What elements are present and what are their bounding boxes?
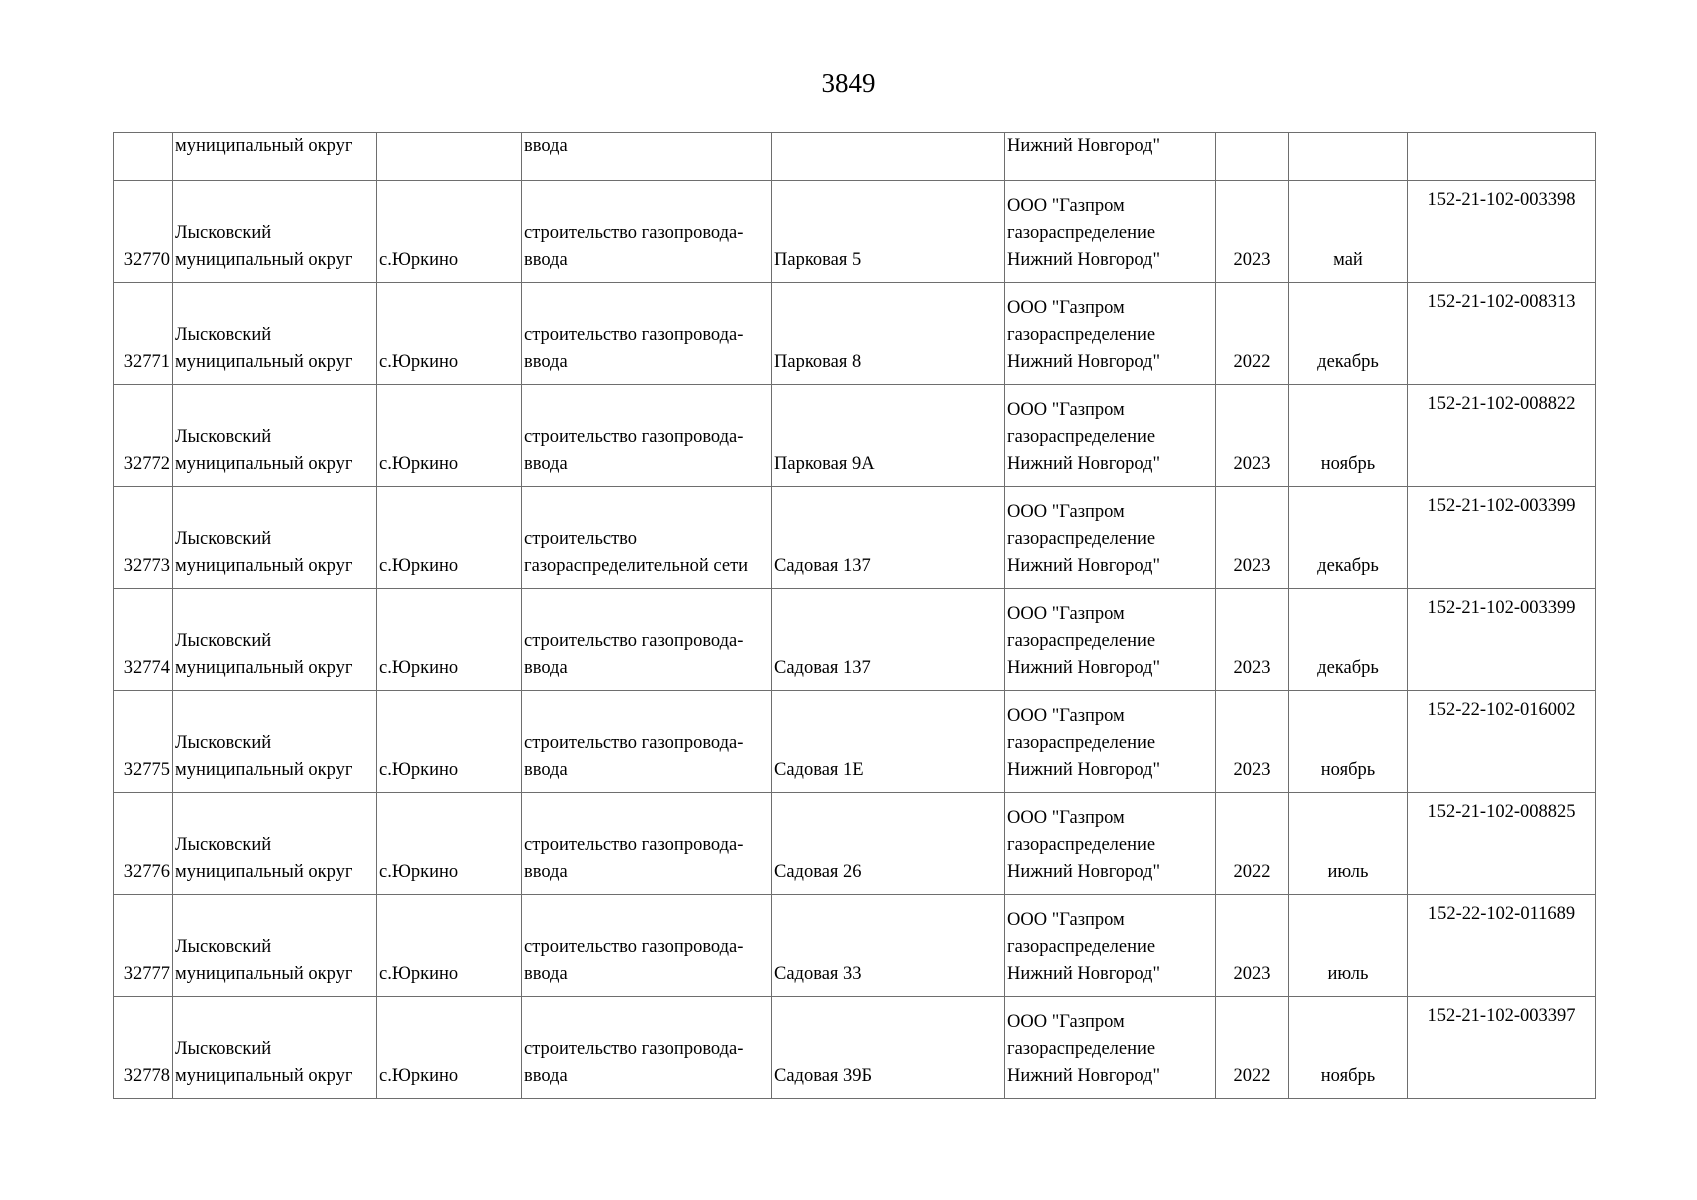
cell-year: 2023 [1216, 487, 1289, 589]
org-line: газораспределение [1007, 733, 1156, 753]
work-line: строительство газопровода- [524, 937, 744, 957]
org-line: Нижний Новгород" [1007, 862, 1161, 882]
cell-month: ноябрь [1289, 385, 1408, 487]
cell-organization [1005, 691, 1216, 793]
work-line: строительство газопровода- [524, 223, 744, 243]
cell-settlement: с.Юркино [377, 895, 522, 997]
cell-month: ноябрь [1289, 997, 1408, 1099]
cell-month: ноябрь [1289, 691, 1408, 793]
cell-settlement: с.Юркино [377, 793, 522, 895]
cell-district [173, 589, 377, 691]
district-line: Лысковский [175, 937, 272, 957]
cell-district [173, 793, 377, 895]
org-line: Нижний Новгород" [1007, 454, 1161, 474]
district-line: муниципальный округ [175, 1066, 353, 1086]
org-line: газораспределение [1007, 529, 1156, 549]
cell-address: Садовая 137 [772, 589, 1005, 691]
cell-district [173, 181, 377, 283]
cell-settlement [377, 133, 522, 181]
cell-address: Садовая 1Е [772, 691, 1005, 793]
cell-settlement: с.Юркино [377, 487, 522, 589]
cell-number: 32774 [114, 589, 173, 691]
cell-number: 32778 [114, 997, 173, 1099]
work-line: ввода [524, 862, 568, 882]
cell-address: Садовая 33 [772, 895, 1005, 997]
registry-table [113, 132, 1596, 1099]
cell-code: 152-21-102-008822 [1408, 385, 1596, 487]
district-line: муниципальный округ [175, 658, 353, 678]
district-line: Лысковский [175, 325, 272, 345]
cell-year: 2022 [1216, 793, 1289, 895]
cell-month: декабрь [1289, 589, 1408, 691]
cell-month: май [1289, 181, 1408, 283]
cell-month [1289, 133, 1408, 181]
org-line: Нижний Новгород" [1007, 760, 1161, 780]
cell-work [522, 589, 772, 691]
cell-district [173, 691, 377, 793]
district-line: муниципальный округ [175, 556, 353, 576]
cell-code: 152-22-102-011689 [1408, 895, 1596, 997]
cell-year: 2023 [1216, 589, 1289, 691]
cell-organization [1005, 385, 1216, 487]
district-line: муниципальный округ [175, 760, 353, 780]
org-line: Нижний Новгород" [1007, 964, 1161, 984]
cell-year: 2022 [1216, 997, 1289, 1099]
cell-district [173, 487, 377, 589]
cell-code: 152-21-102-003397 [1408, 997, 1596, 1099]
cell-work [522, 793, 772, 895]
table-row [114, 487, 1596, 589]
work-line: строительство газопровода- [524, 835, 744, 855]
org-line: газораспределение [1007, 937, 1156, 957]
district-line: муниципальный округ [175, 352, 353, 372]
cell-organization [1005, 793, 1216, 895]
org-line: ООО "Газпром [1007, 910, 1125, 930]
cell-code: 152-21-102-008313 [1408, 283, 1596, 385]
cell-code: 152-21-102-003399 [1408, 589, 1596, 691]
district-line: Лысковский [175, 631, 272, 651]
cell-settlement: с.Юркино [377, 997, 522, 1099]
cell-number: 32776 [114, 793, 173, 895]
table-row [114, 793, 1596, 895]
org-line: ООО "Газпром [1007, 502, 1125, 522]
org-line: Нижний Новгород" [1007, 658, 1161, 678]
cell-address: Садовая 26 [772, 793, 1005, 895]
cell-district [173, 283, 377, 385]
org-line: газораспределение [1007, 835, 1156, 855]
table-row [114, 283, 1596, 385]
table-row [114, 385, 1596, 487]
org-line: ООО "Газпром [1007, 400, 1125, 420]
org-line: ООО "Газпром [1007, 604, 1125, 624]
cell-organization [1005, 895, 1216, 997]
cell-organization [1005, 589, 1216, 691]
org-line: газораспределение [1007, 223, 1156, 243]
org-line: ООО "Газпром [1007, 706, 1125, 726]
cell-number: 32777 [114, 895, 173, 997]
district-line: муниципальный округ [175, 250, 353, 270]
cell-work [522, 895, 772, 997]
cell-settlement: с.Юркино [377, 589, 522, 691]
cell-district [173, 895, 377, 997]
table-body [114, 133, 1596, 1099]
org-line: газораспределение [1007, 427, 1156, 447]
cell-settlement: с.Юркино [377, 385, 522, 487]
table-row [114, 895, 1596, 997]
org-line: Нижний Новгород" [1007, 556, 1161, 576]
table-row-continuation [114, 133, 1596, 181]
cell-month: декабрь [1289, 487, 1408, 589]
district-line: Лысковский [175, 529, 272, 549]
cell-month: июль [1289, 793, 1408, 895]
cell-code: 152-21-102-003398 [1408, 181, 1596, 283]
cell-district: муниципальный округ [173, 133, 377, 181]
cell-address: Садовая 39Б [772, 997, 1005, 1099]
district-line: Лысковский [175, 223, 272, 243]
table-row [114, 181, 1596, 283]
cell-settlement: с.Юркино [377, 181, 522, 283]
cell-work [522, 997, 772, 1099]
work-line: ввода [524, 1066, 568, 1086]
district-line: Лысковский [175, 835, 272, 855]
cell-year: 2023 [1216, 181, 1289, 283]
cell-organization [1005, 181, 1216, 283]
cell-organization [1005, 997, 1216, 1099]
work-line: ввода [524, 964, 568, 984]
district-line: муниципальный округ [175, 964, 353, 984]
work-line: ввода [524, 760, 568, 780]
cell-district [173, 385, 377, 487]
table-row [114, 997, 1596, 1099]
cell-year [1216, 133, 1289, 181]
work-line: ввода [524, 250, 568, 270]
cell-organization [1005, 283, 1216, 385]
org-line: ООО "Газпром [1007, 1012, 1125, 1032]
org-line: Нижний Новгород" [1007, 1066, 1161, 1086]
org-line: ООО "Газпром [1007, 808, 1125, 828]
work-line: ввода [524, 352, 568, 372]
cell-work [522, 283, 772, 385]
work-line: ввода [524, 454, 568, 474]
cell-number [114, 133, 173, 181]
work-line: газораспределительной сети [524, 556, 749, 576]
work-line: строительство [524, 529, 638, 549]
cell-work: ввода [522, 133, 772, 181]
cell-work [522, 385, 772, 487]
org-line: ООО "Газпром [1007, 196, 1125, 216]
cell-settlement: с.Юркино [377, 283, 522, 385]
district-line: Лысковский [175, 733, 272, 753]
work-line: строительство газопровода- [524, 325, 744, 345]
cell-code [1408, 133, 1596, 181]
cell-code: 152-22-102-016002 [1408, 691, 1596, 793]
cell-month: декабрь [1289, 283, 1408, 385]
cell-number: 32773 [114, 487, 173, 589]
cell-code: 152-21-102-008825 [1408, 793, 1596, 895]
org-line: газораспределение [1007, 325, 1156, 345]
cell-organization: Нижний Новгород" [1005, 133, 1216, 181]
table-row [114, 691, 1596, 793]
cell-number: 32772 [114, 385, 173, 487]
org-line: Нижний Новгород" [1007, 352, 1161, 372]
cell-year: 2023 [1216, 691, 1289, 793]
org-line: ООО "Газпром [1007, 298, 1125, 318]
work-line: строительство газопровода- [524, 427, 744, 447]
district-line: муниципальный округ [175, 454, 353, 474]
district-line: Лысковский [175, 1039, 272, 1059]
cell-code: 152-21-102-003399 [1408, 487, 1596, 589]
cell-year: 2023 [1216, 895, 1289, 997]
org-line: газораспределение [1007, 631, 1156, 651]
org-line: газораспределение [1007, 1039, 1156, 1059]
cell-settlement: с.Юркино [377, 691, 522, 793]
work-line: строительство газопровода- [524, 631, 744, 651]
org-line: Нижний Новгород" [1007, 250, 1161, 270]
cell-number: 32771 [114, 283, 173, 385]
cell-work [522, 487, 772, 589]
district-line: Лысковский [175, 427, 272, 447]
cell-address: Парковая 9А [772, 385, 1005, 487]
work-line: ввода [524, 658, 568, 678]
cell-address: Садовая 137 [772, 487, 1005, 589]
cell-address: Парковая 5 [772, 181, 1005, 283]
cell-year: 2022 [1216, 283, 1289, 385]
district-line: муниципальный округ [175, 862, 353, 882]
cell-address [772, 133, 1005, 181]
cell-work [522, 691, 772, 793]
cell-district [173, 997, 377, 1099]
table-row [114, 589, 1596, 691]
cell-month: июль [1289, 895, 1408, 997]
page-number: 3849 [821, 68, 876, 98]
cell-organization [1005, 487, 1216, 589]
work-line: строительство газопровода- [524, 1039, 744, 1059]
work-line: строительство газопровода- [524, 733, 744, 753]
cell-year: 2023 [1216, 385, 1289, 487]
cell-number: 32770 [114, 181, 173, 283]
cell-address: Парковая 8 [772, 283, 1005, 385]
cell-work [522, 181, 772, 283]
cell-number: 32775 [114, 691, 173, 793]
